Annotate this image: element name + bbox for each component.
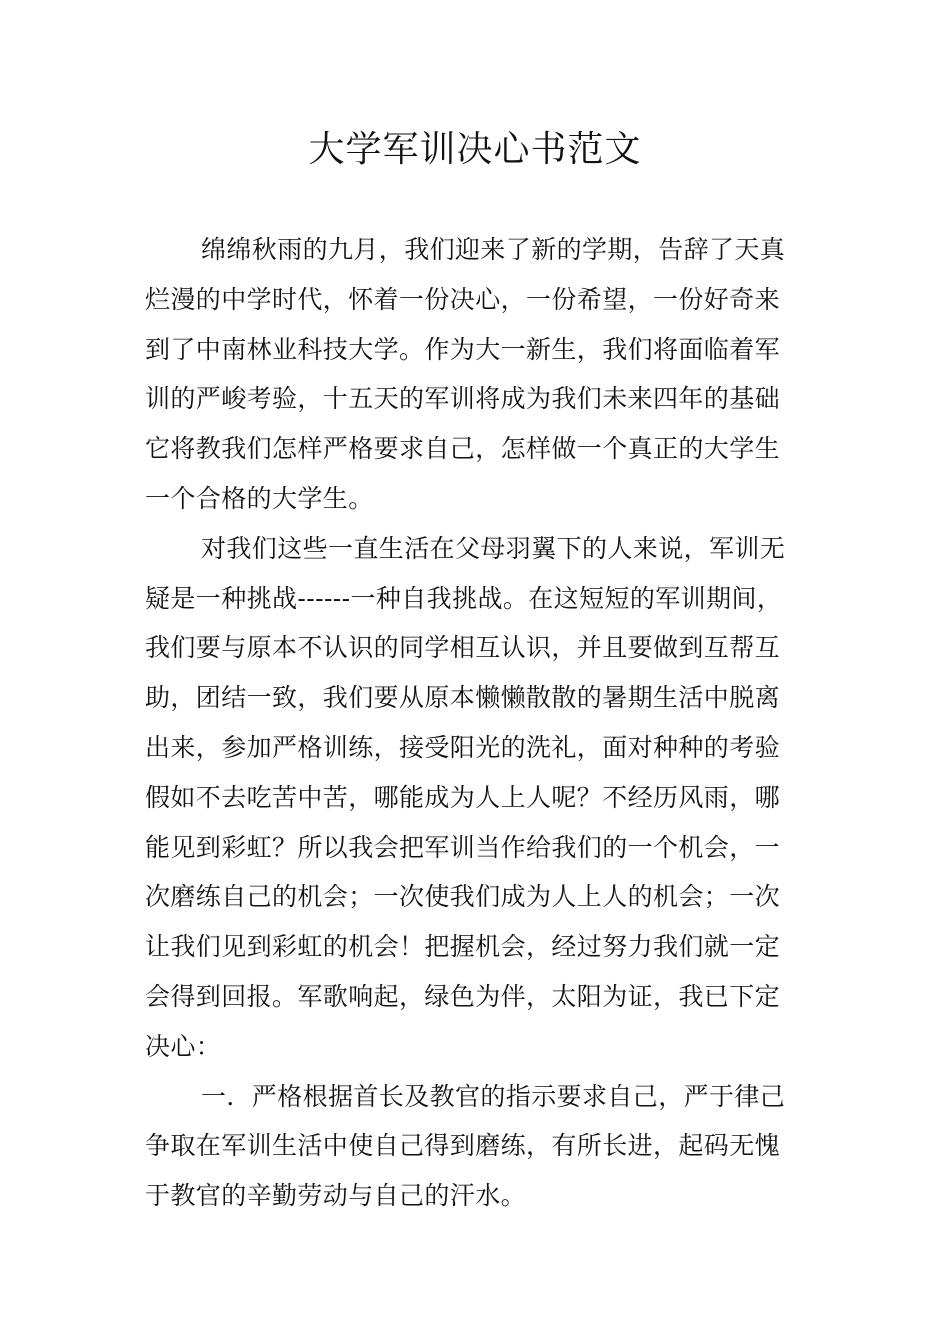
paragraph-line: 一个合格的大学生。: [145, 483, 374, 513]
paragraph-line: 次磨练自己的机会；一次使我们成为人上人的机会；一次: [145, 882, 781, 912]
document-title: 大学军训决心书范文: [308, 129, 642, 170]
paragraph-line: 绵绵秋雨的九月，我们迎来了新的学期，告辞了天真: [201, 235, 786, 264]
paragraph-line: 训的严峻考验，十五天的军训将成为我们未来四年的基础: [145, 384, 781, 414]
paragraph-line: 能见到彩虹？所以我会把军训当作给我们的一个机会，一: [145, 832, 781, 862]
paragraph-line: 助，团结一致，我们要从原本懒懒散散的暑期生活中脱离: [145, 683, 781, 713]
paragraph-line: 我们要与原本不认识的同学相互认识，并且要做到互帮互: [145, 633, 781, 663]
paragraph-line: 烂漫的中学时代，怀着一份决心，一份希望，一份好奇来: [145, 284, 781, 314]
paragraph-line: 争取在军训生活中使自己得到磨练，有所长进，起码无愧: [145, 1131, 781, 1161]
document-body: [145, 225, 825, 1221]
paragraph-line: 到了中南林业科技大学。作为大一新生，我们将面临着军: [145, 334, 781, 364]
paragraph-line: 于教官的辛勤劳动与自己的汗水。: [145, 1181, 527, 1211]
paragraph-line: 会得到回报。军歌响起，绿色为伴，太阳为证，我已下定: [145, 981, 781, 1011]
paragraph-line: 疑是一种挑战------一种自我挑战。在这短短的军训期间，: [145, 583, 783, 613]
paragraph-line: 假如不去吃苦中苦，哪能成为人上人呢？不经历风雨，哪: [145, 782, 781, 812]
paragraph-line: 让我们见到彩虹的机会！把握机会，经过努力我们就一定: [145, 932, 781, 962]
paragraph-line: 它将教我们怎样严格要求自己，怎样做一个真正的大学生: [145, 434, 781, 464]
paragraph-line: 一．严格根据首长及教官的指示要求自己，严于律己: [201, 1081, 786, 1111]
paragraph-line: 对我们这些一直生活在父母羽翼下的人来说，军训无: [201, 533, 786, 563]
paragraph-line: 决心：: [145, 1031, 222, 1061]
paragraph-line: 出来，参加严格训练，接受阳光的洗礼，面对种种的考验: [145, 732, 781, 762]
